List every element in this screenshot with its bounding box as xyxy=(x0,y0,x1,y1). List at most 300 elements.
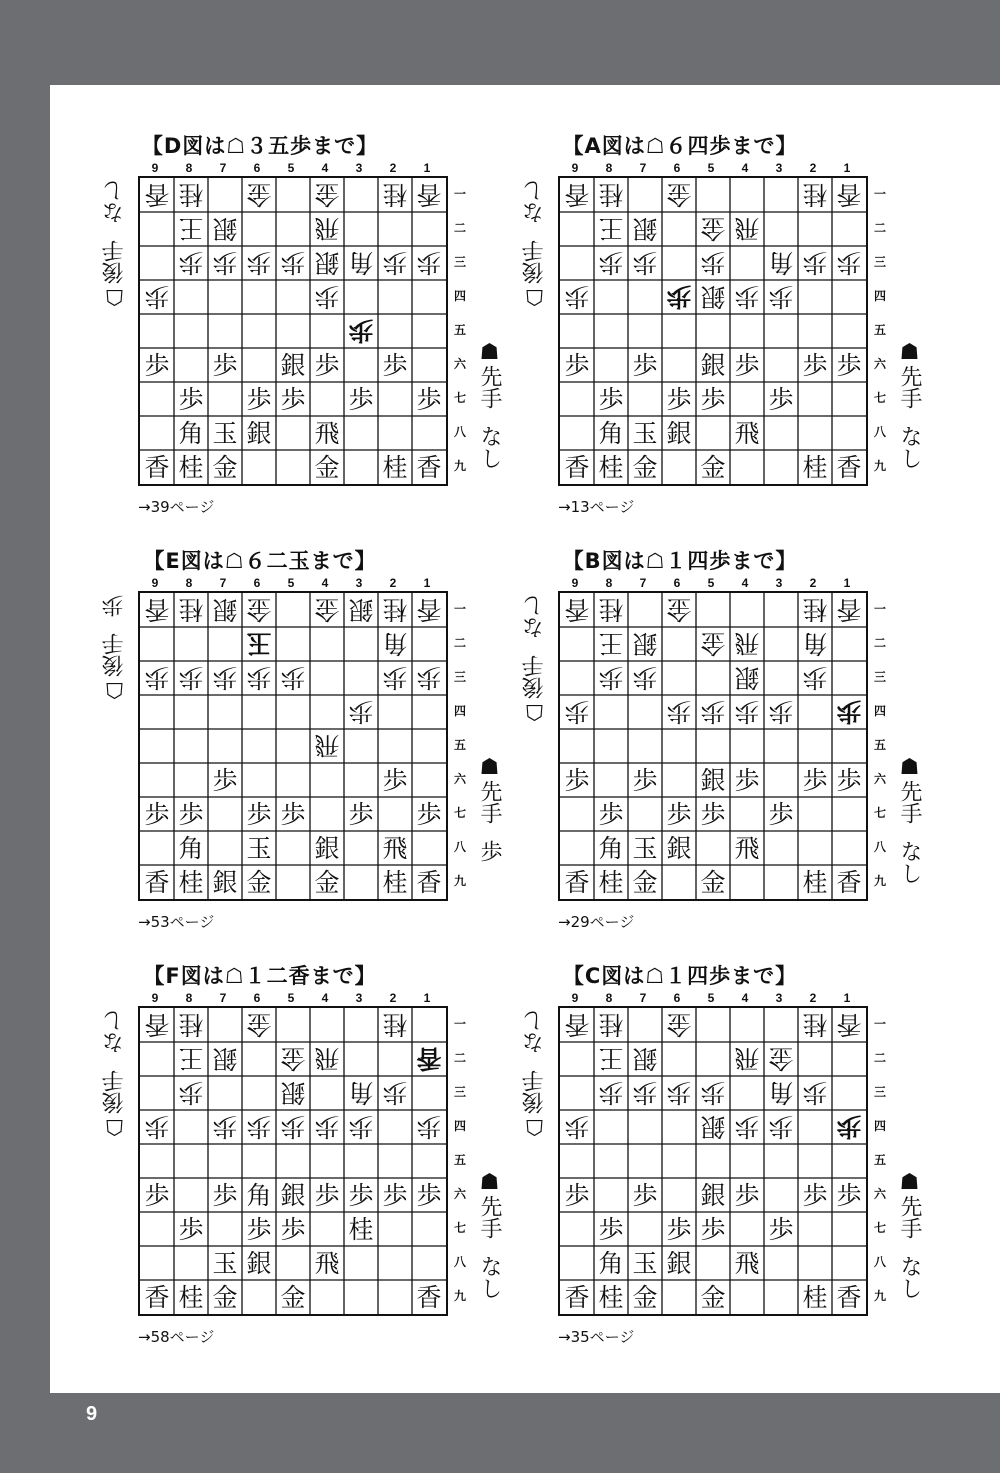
gote-piece[interactable]: 香 xyxy=(416,1044,442,1074)
gote-piece[interactable]: 香 xyxy=(144,595,170,625)
gote-piece[interactable]: 歩 xyxy=(632,663,658,693)
sente-piece[interactable]: 飛 xyxy=(734,833,760,863)
sente-piece[interactable]: 歩 xyxy=(598,1214,624,1244)
sente-piece[interactable]: 桂 xyxy=(178,1282,204,1312)
sente-piece[interactable]: 桂 xyxy=(348,1214,374,1244)
sente-piece[interactable]: 桂 xyxy=(802,867,828,897)
sente-piece[interactable]: 金 xyxy=(632,1282,658,1312)
sente-piece[interactable]: 歩 xyxy=(416,1180,442,1210)
gote-mark-icon: ☖ xyxy=(102,284,127,309)
sente-piece[interactable]: 桂 xyxy=(598,1282,624,1312)
sente-piece[interactable]: 銀 xyxy=(212,867,238,897)
gote-piece[interactable]: 歩 xyxy=(212,663,238,693)
sente-piece[interactable]: 銀 xyxy=(700,765,726,795)
gote-piece[interactable]: 王 xyxy=(178,1044,204,1074)
sente-piece[interactable]: 桂 xyxy=(178,867,204,897)
file-label: 9 xyxy=(571,161,579,175)
sente-piece[interactable]: 銀 xyxy=(280,350,306,380)
gote-piece[interactable]: 桂 xyxy=(598,1010,624,1040)
gote-piece[interactable]: 金 xyxy=(700,629,726,659)
sente-piece[interactable]: 香 xyxy=(836,452,862,482)
sente-piece[interactable]: 銀 xyxy=(700,1180,726,1210)
sente-piece[interactable]: 銀 xyxy=(246,418,272,448)
file-label: 8 xyxy=(605,161,613,175)
gote-piece[interactable]: 桂 xyxy=(598,595,624,625)
sente-piece[interactable]: 角 xyxy=(246,1180,272,1210)
gote-piece[interactable]: 歩 xyxy=(280,1112,306,1142)
gote-piece[interactable]: 歩 xyxy=(564,1112,590,1142)
gote-piece[interactable]: 金 xyxy=(314,180,340,210)
rank-label: 二 xyxy=(873,220,886,235)
sente-piece[interactable]: 歩 xyxy=(416,799,442,829)
gote-piece[interactable]: 歩 xyxy=(280,663,306,693)
gote-piece[interactable]: 金 xyxy=(666,1010,692,1040)
gote-piece[interactable]: 歩 xyxy=(382,248,408,278)
sente-piece[interactable]: 歩 xyxy=(564,1180,590,1210)
gote-label: 後手 xyxy=(522,1070,547,1114)
gote-piece[interactable]: 歩 xyxy=(314,1112,340,1142)
gote-hand xyxy=(520,1010,550,1139)
gote-piece[interactable]: 歩 xyxy=(178,1078,204,1108)
gote-piece[interactable]: 歩 xyxy=(246,663,272,693)
sente-piece[interactable]: 歩 xyxy=(768,1214,794,1244)
sente-piece[interactable]: 歩 xyxy=(598,384,624,414)
file-label: 7 xyxy=(639,576,647,590)
sente-piece[interactable]: 桂 xyxy=(382,867,408,897)
sente-piece[interactable]: 歩 xyxy=(144,799,170,829)
gote-piece[interactable]: 歩 xyxy=(768,282,794,312)
sente-piece[interactable]: 歩 xyxy=(246,1214,272,1244)
sente-piece[interactable]: 金 xyxy=(632,452,658,482)
shogi-diagram xyxy=(490,545,922,945)
gote-piece[interactable]: 王 xyxy=(178,214,204,244)
gote-piece[interactable]: 歩 xyxy=(348,316,374,346)
gote-piece[interactable]: 歩 xyxy=(700,1078,726,1108)
sente-piece[interactable]: 飛 xyxy=(382,833,408,863)
gote-piece[interactable]: 桂 xyxy=(802,595,828,625)
gote-piece[interactable]: 歩 xyxy=(598,248,624,278)
sente-piece[interactable]: 歩 xyxy=(734,765,760,795)
sente-piece[interactable]: 歩 xyxy=(632,350,658,380)
sente-piece[interactable]: 桂 xyxy=(598,867,624,897)
file-label: 4 xyxy=(321,576,329,590)
sente-piece[interactable]: 歩 xyxy=(348,384,374,414)
sente-piece[interactable]: 歩 xyxy=(178,384,204,414)
gote-piece[interactable]: 銀 xyxy=(700,1112,726,1142)
sente-piece[interactable]: 歩 xyxy=(734,350,760,380)
gote-piece[interactable]: 歩 xyxy=(212,248,238,278)
sente-piece[interactable]: 香 xyxy=(564,1282,590,1312)
gote-piece[interactable]: 金 xyxy=(246,1010,272,1040)
sente-piece[interactable]: 角 xyxy=(598,418,624,448)
file-label: 3 xyxy=(355,161,363,175)
sente-piece[interactable]: 角 xyxy=(178,833,204,863)
gote-hand xyxy=(100,1010,130,1139)
gote-piece[interactable]: 歩 xyxy=(144,663,170,693)
gote-piece[interactable]: 桂 xyxy=(802,1010,828,1040)
file-label: 1 xyxy=(843,576,851,590)
gote-piece[interactable]: 金 xyxy=(666,595,692,625)
gote-piece[interactable]: 桂 xyxy=(382,595,408,625)
gote-piece[interactable]: 王 xyxy=(598,214,624,244)
diagram-title: 【E図は☖６二玉まで】 xyxy=(143,549,377,573)
sente-piece[interactable]: 飛 xyxy=(734,418,760,448)
sente-piece[interactable]: 香 xyxy=(144,452,170,482)
sente-piece[interactable]: 歩 xyxy=(416,384,442,414)
sente-piece[interactable]: 歩 xyxy=(144,1180,170,1210)
gote-piece[interactable]: 歩 xyxy=(836,248,862,278)
gote-piece[interactable]: 角 xyxy=(382,629,408,659)
gote-piece[interactable]: 飛 xyxy=(734,214,760,244)
gote-piece[interactable]: 歩 xyxy=(598,663,624,693)
sente-piece[interactable]: 歩 xyxy=(768,799,794,829)
sente-piece[interactable]: 玉 xyxy=(212,418,238,448)
sente-piece[interactable]: 桂 xyxy=(802,1282,828,1312)
sente-piece[interactable]: 歩 xyxy=(836,1180,862,1210)
sente-piece[interactable]: 金 xyxy=(700,1282,726,1312)
sente-piece[interactable]: 歩 xyxy=(212,765,238,795)
rank-label: 六 xyxy=(453,1186,466,1201)
rank-label: 七 xyxy=(873,390,886,405)
rank-label: 九 xyxy=(873,458,886,473)
rank-label: 五 xyxy=(873,737,886,752)
sente-piece[interactable]: 歩 xyxy=(246,384,272,414)
rank-label: 一 xyxy=(453,186,466,201)
gote-piece[interactable]: 歩 xyxy=(348,697,374,727)
sente-piece[interactable]: 歩 xyxy=(802,350,828,380)
sente-piece[interactable]: 歩 xyxy=(598,799,624,829)
file-label: 4 xyxy=(741,991,749,1005)
sente-piece[interactable]: 歩 xyxy=(212,350,238,380)
gote-piece[interactable]: 金 xyxy=(246,595,272,625)
gote-piece[interactable]: 歩 xyxy=(280,248,306,278)
sente-piece[interactable]: 歩 xyxy=(144,350,170,380)
sente-mark-icon: ☗ xyxy=(477,340,502,365)
sente-piece[interactable]: 銀 xyxy=(666,1248,692,1278)
sente-piece[interactable]: 角 xyxy=(598,833,624,863)
gote-piece[interactable]: 銀 xyxy=(314,248,340,278)
gote-piece[interactable]: 銀 xyxy=(734,663,760,693)
gote-piece[interactable]: 桂 xyxy=(802,180,828,210)
gote-piece[interactable]: 歩 xyxy=(416,663,442,693)
rank-label: 三 xyxy=(873,254,886,269)
gote-piece[interactable]: 香 xyxy=(416,595,442,625)
gote-piece[interactable]: 歩 xyxy=(564,697,590,727)
gote-piece[interactable]: 歩 xyxy=(246,248,272,278)
sente-piece[interactable]: 歩 xyxy=(348,799,374,829)
gote-piece[interactable]: 飛 xyxy=(314,731,340,761)
shogi-board xyxy=(138,591,448,901)
gote-piece[interactable]: 飛 xyxy=(734,1044,760,1074)
sente-piece[interactable]: 歩 xyxy=(212,1180,238,1210)
gote-piece[interactable]: 香 xyxy=(836,180,862,210)
rank-label: 六 xyxy=(873,1186,886,1201)
gote-piece[interactable]: 香 xyxy=(564,1010,590,1040)
gote-piece[interactable]: 銀 xyxy=(700,282,726,312)
gote-piece[interactable]: 銀 xyxy=(348,595,374,625)
sente-piece[interactable]: 金 xyxy=(632,867,658,897)
sente-piece[interactable]: 香 xyxy=(836,867,862,897)
file-label: 8 xyxy=(605,576,613,590)
sente-piece[interactable]: 金 xyxy=(246,867,272,897)
gote-piece[interactable]: 桂 xyxy=(382,1010,408,1040)
gote-piece[interactable]: 角 xyxy=(768,248,794,278)
gote-piece[interactable]: 飛 xyxy=(314,1044,340,1074)
gote-piece[interactable]: 歩 xyxy=(382,1078,408,1108)
sente-piece[interactable]: 歩 xyxy=(314,350,340,380)
sente-piece[interactable]: 銀 xyxy=(666,833,692,863)
sente-piece[interactable]: 金 xyxy=(212,1282,238,1312)
gote-piece[interactable]: 歩 xyxy=(178,248,204,278)
sente-piece[interactable]: 金 xyxy=(212,452,238,482)
sente-piece[interactable]: 角 xyxy=(598,1248,624,1278)
sente-piece[interactable]: 歩 xyxy=(768,384,794,414)
file-label: 4 xyxy=(741,576,749,590)
file-label: 9 xyxy=(571,576,579,590)
shogi-board xyxy=(138,1006,448,1316)
gote-piece[interactable]: 歩 xyxy=(666,282,692,312)
sente-piece[interactable]: 歩 xyxy=(382,1180,408,1210)
sente-piece[interactable]: 金 xyxy=(700,452,726,482)
sente-piece[interactable]: 玉 xyxy=(212,1248,238,1278)
gote-piece[interactable]: 歩 xyxy=(768,697,794,727)
sente-piece[interactable]: 金 xyxy=(314,452,340,482)
gote-hand xyxy=(520,595,550,724)
gote-piece[interactable]: 金 xyxy=(768,1044,794,1074)
sente-piece[interactable]: 歩 xyxy=(734,1180,760,1210)
gote-piece[interactable]: 歩 xyxy=(212,1112,238,1142)
gote-piece[interactable]: 歩 xyxy=(734,697,760,727)
gote-piece[interactable]: 角 xyxy=(348,248,374,278)
page-number: 9 xyxy=(86,1403,98,1425)
sente-piece[interactable]: 金 xyxy=(314,867,340,897)
sente-piece[interactable]: 歩 xyxy=(700,384,726,414)
gote-piece[interactable]: 桂 xyxy=(178,595,204,625)
gote-piece[interactable]: 銀 xyxy=(212,214,238,244)
gote-piece[interactable]: 香 xyxy=(416,180,442,210)
page-reference: →58ページ xyxy=(138,1328,215,1346)
gote-piece[interactable]: 桂 xyxy=(178,1010,204,1040)
gote-piece[interactable]: 歩 xyxy=(144,282,170,312)
sente-piece[interactable]: 香 xyxy=(144,867,170,897)
gote-piece[interactable]: 歩 xyxy=(734,1112,760,1142)
sente-hand-pieces: 歩 xyxy=(477,840,502,862)
sente-piece[interactable]: 玉 xyxy=(632,1248,658,1278)
gote-piece[interactable]: 歩 xyxy=(632,248,658,278)
gote-piece[interactable]: 銀 xyxy=(280,1078,306,1108)
gote-piece[interactable]: 桂 xyxy=(598,180,624,210)
sente-piece[interactable]: 金 xyxy=(280,1282,306,1312)
sente-piece[interactable]: 香 xyxy=(416,1282,442,1312)
rank-label: 四 xyxy=(873,703,886,718)
rank-label: 一 xyxy=(453,1016,466,1031)
gote-piece[interactable]: 歩 xyxy=(700,248,726,278)
gote-piece[interactable]: 飛 xyxy=(734,629,760,659)
sente-piece[interactable]: 桂 xyxy=(178,452,204,482)
sente-piece[interactable]: 玉 xyxy=(246,833,272,863)
sente-piece[interactable]: 角 xyxy=(178,418,204,448)
sente-piece[interactable]: 玉 xyxy=(632,833,658,863)
gote-piece[interactable]: 銀 xyxy=(632,629,658,659)
sente-piece[interactable]: 飛 xyxy=(314,1248,340,1278)
rank-label: 六 xyxy=(873,356,886,371)
gote-piece[interactable]: 角 xyxy=(348,1078,374,1108)
sente-piece[interactable]: 歩 xyxy=(178,1214,204,1244)
gote-piece[interactable]: 歩 xyxy=(802,248,828,278)
sente-piece[interactable]: 銀 xyxy=(700,350,726,380)
sente-piece[interactable]: 歩 xyxy=(382,350,408,380)
gote-piece[interactable]: 銀 xyxy=(212,1044,238,1074)
gote-piece[interactable]: 歩 xyxy=(768,1112,794,1142)
sente-piece[interactable]: 歩 xyxy=(666,384,692,414)
rank-label: 七 xyxy=(453,1220,466,1235)
sente-piece[interactable]: 金 xyxy=(700,867,726,897)
sente-piece[interactable]: 歩 xyxy=(564,765,590,795)
file-label: 3 xyxy=(775,161,783,175)
sente-piece[interactable]: 桂 xyxy=(802,452,828,482)
gote-piece[interactable]: 香 xyxy=(564,595,590,625)
gote-piece[interactable]: 歩 xyxy=(700,697,726,727)
sente-piece[interactable]: 香 xyxy=(144,1282,170,1312)
sente-label: 先手 xyxy=(897,1195,922,1239)
gote-piece[interactable]: 金 xyxy=(314,595,340,625)
sente-piece[interactable]: 歩 xyxy=(836,350,862,380)
sente-hand-pieces: なし xyxy=(897,425,922,469)
sente-piece[interactable]: 歩 xyxy=(632,1180,658,1210)
sente-piece[interactable]: 歩 xyxy=(802,1180,828,1210)
gote-piece[interactable]: 銀 xyxy=(212,595,238,625)
sente-piece[interactable]: 歩 xyxy=(280,1214,306,1244)
sente-piece[interactable]: 桂 xyxy=(598,452,624,482)
shogi-board xyxy=(138,176,448,486)
sente-piece[interactable]: 飛 xyxy=(314,418,340,448)
sente-piece[interactable]: 歩 xyxy=(382,765,408,795)
rank-label: 八 xyxy=(453,1254,466,1269)
sente-piece[interactable]: 歩 xyxy=(700,799,726,829)
sente-piece[interactable]: 歩 xyxy=(178,799,204,829)
rank-labels xyxy=(870,176,890,482)
sente-piece[interactable]: 香 xyxy=(564,867,590,897)
sente-piece[interactable]: 香 xyxy=(416,452,442,482)
gote-piece[interactable]: 金 xyxy=(280,1044,306,1074)
gote-piece[interactable]: 歩 xyxy=(666,697,692,727)
gote-hand xyxy=(100,595,130,702)
sente-piece[interactable]: 歩 xyxy=(564,350,590,380)
gote-piece[interactable]: 歩 xyxy=(314,282,340,312)
sente-piece[interactable]: 銀 xyxy=(314,833,340,863)
gote-piece[interactable]: 歩 xyxy=(564,282,590,312)
gote-piece[interactable]: 香 xyxy=(836,1010,862,1040)
sente-piece[interactable]: 銀 xyxy=(246,1248,272,1278)
diagram-title: 【D図は☖３五歩まで】 xyxy=(141,134,379,158)
gote-piece[interactable]: 王 xyxy=(598,1044,624,1074)
gote-hand-pieces: なし xyxy=(102,180,127,224)
gote-piece[interactable]: 金 xyxy=(246,180,272,210)
file-label: 5 xyxy=(287,991,295,1005)
gote-piece[interactable]: 歩 xyxy=(836,1112,862,1142)
rank-label: 八 xyxy=(873,839,886,854)
sente-piece[interactable]: 銀 xyxy=(280,1180,306,1210)
file-label: 5 xyxy=(287,161,295,175)
gote-piece[interactable]: 歩 xyxy=(348,1112,374,1142)
gote-piece[interactable]: 歩 xyxy=(734,282,760,312)
gote-piece[interactable]: 香 xyxy=(836,595,862,625)
sente-piece[interactable]: 歩 xyxy=(314,1180,340,1210)
gote-piece[interactable]: 歩 xyxy=(178,663,204,693)
gote-piece[interactable]: 角 xyxy=(768,1078,794,1108)
gote-piece[interactable]: 歩 xyxy=(144,1112,170,1142)
gote-piece[interactable]: 桂 xyxy=(382,180,408,210)
sente-hand-pieces: なし xyxy=(477,425,502,469)
gote-piece[interactable]: 銀 xyxy=(632,1044,658,1074)
file-label: 7 xyxy=(219,576,227,590)
sente-piece[interactable]: 香 xyxy=(564,452,590,482)
gote-piece[interactable]: 歩 xyxy=(246,1112,272,1142)
gote-piece[interactable]: 歩 xyxy=(382,663,408,693)
sente-piece[interactable]: 飛 xyxy=(734,1248,760,1278)
gote-piece[interactable]: 歩 xyxy=(416,1112,442,1142)
sente-piece[interactable]: 桂 xyxy=(382,452,408,482)
gote-piece[interactable]: 玉 xyxy=(246,629,272,659)
rank-label: 四 xyxy=(873,1118,886,1133)
gote-piece[interactable]: 歩 xyxy=(416,248,442,278)
sente-piece[interactable]: 歩 xyxy=(666,799,692,829)
gote-piece[interactable]: 飛 xyxy=(314,214,340,244)
sente-piece[interactable]: 歩 xyxy=(802,765,828,795)
file-label: 9 xyxy=(151,576,159,590)
gote-piece[interactable]: 歩 xyxy=(802,1078,828,1108)
file-label: 5 xyxy=(287,576,295,590)
gote-piece[interactable]: 歩 xyxy=(632,1078,658,1108)
gote-piece[interactable]: 香 xyxy=(144,180,170,210)
sente-label: 先手 xyxy=(897,780,922,824)
gote-piece[interactable]: 王 xyxy=(598,629,624,659)
file-label: 5 xyxy=(707,576,715,590)
sente-piece[interactable]: 玉 xyxy=(632,418,658,448)
sente-piece[interactable]: 歩 xyxy=(246,799,272,829)
gote-piece[interactable]: 歩 xyxy=(836,697,862,727)
sente-piece[interactable]: 歩 xyxy=(700,1214,726,1244)
gote-piece[interactable]: 歩 xyxy=(666,1078,692,1108)
sente-piece[interactable]: 歩 xyxy=(280,799,306,829)
gote-piece[interactable]: 桂 xyxy=(178,180,204,210)
gote-piece[interactable]: 銀 xyxy=(632,214,658,244)
file-labels xyxy=(138,991,444,1005)
gote-piece[interactable]: 香 xyxy=(144,1010,170,1040)
sente-piece[interactable]: 銀 xyxy=(666,418,692,448)
sente-piece[interactable]: 歩 xyxy=(666,1214,692,1244)
sente-piece[interactable]: 歩 xyxy=(836,765,862,795)
file-label: 7 xyxy=(639,161,647,175)
sente-hand xyxy=(894,1170,924,1299)
gote-piece[interactable]: 歩 xyxy=(802,663,828,693)
gote-piece[interactable]: 金 xyxy=(666,180,692,210)
gote-piece[interactable]: 金 xyxy=(700,214,726,244)
file-label: 2 xyxy=(809,576,817,590)
gote-piece[interactable]: 歩 xyxy=(598,1078,624,1108)
sente-piece[interactable]: 歩 xyxy=(632,765,658,795)
sente-hand-pieces: なし xyxy=(477,1255,502,1299)
gote-piece[interactable]: 角 xyxy=(802,629,828,659)
rank-label: 八 xyxy=(873,1254,886,1269)
file-label: 3 xyxy=(775,576,783,590)
gote-piece[interactable]: 香 xyxy=(564,180,590,210)
sente-piece[interactable]: 歩 xyxy=(348,1180,374,1210)
file-label: 4 xyxy=(321,991,329,1005)
sente-piece[interactable]: 歩 xyxy=(280,384,306,414)
sente-piece[interactable]: 香 xyxy=(416,867,442,897)
sente-piece[interactable]: 香 xyxy=(836,1282,862,1312)
